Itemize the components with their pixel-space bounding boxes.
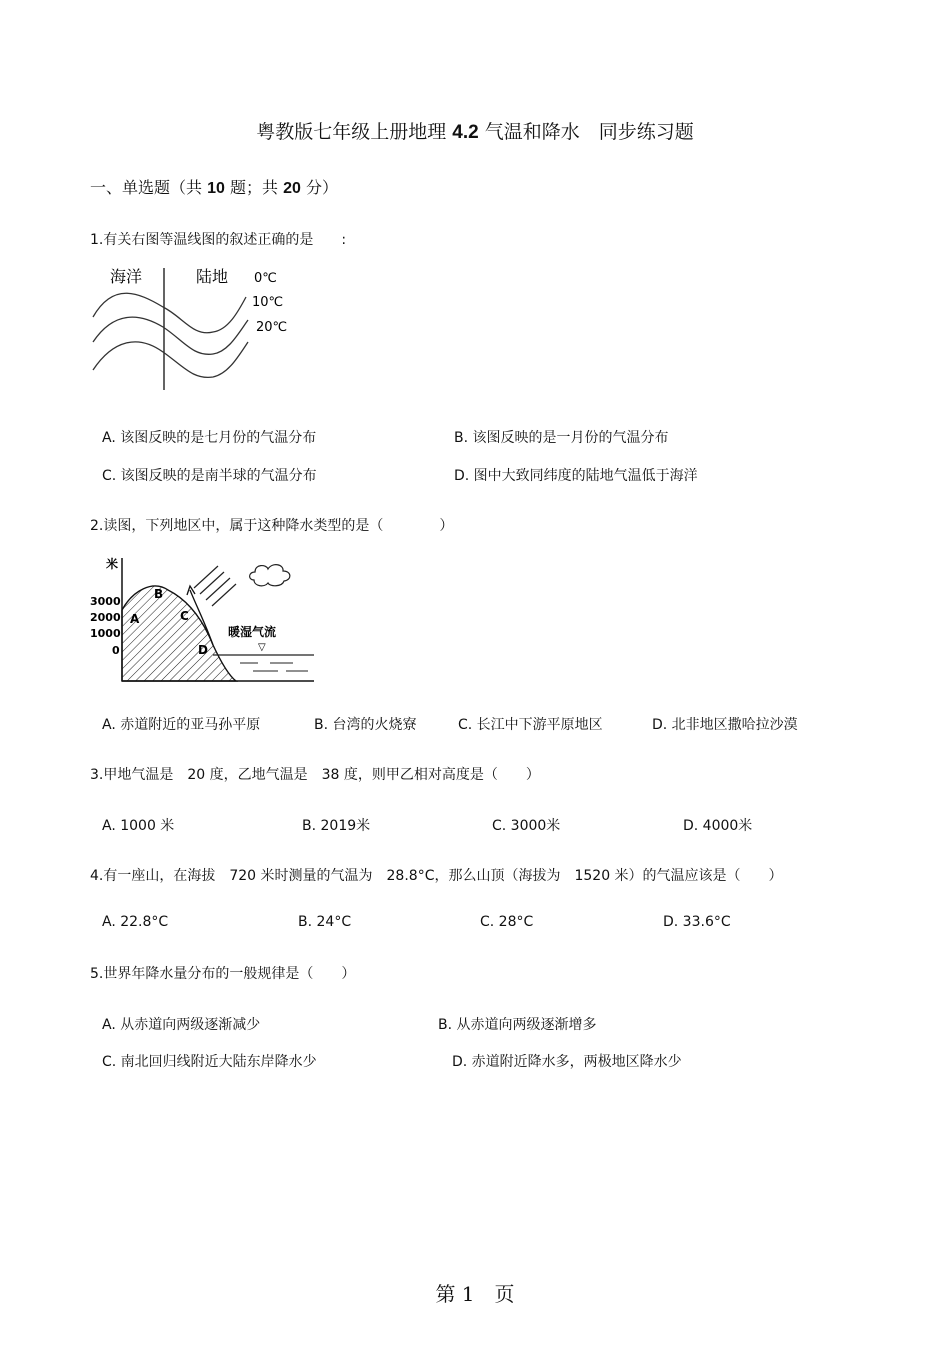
q3-option-a[interactable]: A. 1000 米: [102, 818, 175, 834]
q3-option-c[interactable]: C. 3000米: [492, 818, 561, 834]
q2-option-c[interactable]: C. 长江中下游平原地区: [458, 717, 603, 733]
question-4: 4.有一座山，在海拔 720 米时测量的气温为 28.8°C，那么山顶（海拔为 1520 米）的气温应该是（ ）: [90, 868, 783, 884]
figure-label-ocean: 海洋: [110, 267, 143, 286]
page-title: [0, 117, 950, 144]
axis-unit: 米: [106, 557, 119, 571]
q4-option-d[interactable]: D. 33.6°C: [663, 914, 731, 930]
question-1: 1.有关右图等温线图的叙述正确的是 :: [90, 232, 347, 248]
flow-direction-icon: ▽: [258, 642, 266, 653]
rain-line: [212, 584, 236, 606]
figure-label-land: 陆地: [196, 267, 229, 286]
isotherm-figure: [88, 262, 303, 392]
question-3: 3.甲地气温是 20 度，乙地气温是 38 度，则甲乙相对高度是（ ）: [90, 767, 540, 783]
q2-option-d[interactable]: D. 北非地区撒哈拉沙漠: [652, 717, 798, 733]
tick-3000: 3000: [90, 595, 121, 608]
q2-option-a[interactable]: A. 赤道附近的亚马孙平原: [102, 717, 261, 733]
rain-line: [200, 572, 224, 594]
q4-option-b[interactable]: B. 24°C: [298, 914, 352, 930]
q5-option-b[interactable]: B. 从赤道向两级逐渐增多: [438, 1017, 597, 1033]
isotherm-label-0: 0℃: [254, 271, 277, 286]
isotherm-20: [93, 342, 248, 378]
isotherm-label-20: 20℃: [256, 320, 288, 335]
q1-option-c[interactable]: C. 该图反映的是南半球的气温分布: [102, 468, 317, 484]
q4-option-a[interactable]: A. 22.8°C: [102, 914, 169, 930]
q1-option-d[interactable]: D. 图中大致同纬度的陆地气温低于海洋: [454, 468, 698, 484]
isotherm-label-10: 10℃: [252, 295, 284, 310]
question-5: 5.世界年降水量分布的一般规律是（ ）: [90, 966, 356, 982]
section-prefix: 一、单选题（共: [90, 178, 203, 197]
title-suffix: 气温和降水 同步练习题: [484, 121, 694, 143]
section-score: 20: [283, 180, 301, 197]
q4-option-c[interactable]: C. 28°C: [480, 914, 534, 930]
tick-2000: 2000: [90, 611, 121, 624]
tick-0: 0: [112, 644, 120, 657]
section-count: 10: [207, 180, 225, 197]
point-d: D: [198, 643, 208, 657]
point-c: C: [180, 609, 189, 623]
point-a: A: [130, 612, 140, 626]
section-heading: [90, 175, 338, 198]
tick-1000: 1000: [90, 627, 121, 640]
orographic-rain-figure: [88, 550, 320, 685]
title-prefix: 粤教版七年级上册地理: [256, 121, 447, 143]
q5-option-d[interactable]: D. 赤道附近降水多，两极地区降水少: [452, 1054, 682, 1070]
q5-option-c[interactable]: C. 南北回归线附近大陆东岸降水少: [102, 1054, 317, 1070]
q1-option-a[interactable]: A. 该图反映的是七月份的气温分布: [102, 430, 317, 446]
rain-line: [194, 566, 218, 588]
rain-line: [206, 578, 230, 600]
cloud-icon: [250, 565, 290, 586]
point-b: B: [154, 587, 164, 601]
q1-option-b[interactable]: B. 该图反映的是一月份的气温分布: [454, 430, 669, 446]
section-suffix: 分）: [306, 178, 339, 197]
q3-option-d[interactable]: D. 4000米: [683, 818, 753, 834]
isotherm-10: [93, 317, 248, 354]
isotherm-0: [93, 293, 246, 333]
q5-option-a[interactable]: A. 从赤道向两级逐渐减少: [102, 1017, 261, 1033]
page-number: 第 1 页: [435, 1282, 515, 1306]
q2-option-b[interactable]: B. 台湾的火烧寮: [314, 717, 417, 733]
question-2: 2.读图，下列地区中，属于这种降水类型的是（ ）: [90, 518, 454, 534]
q3-option-b[interactable]: B. 2019米: [302, 818, 371, 834]
section-mid: 题；共: [230, 178, 279, 197]
title-number: 4.2: [452, 122, 479, 143]
warm-moist-flow-label: 暖湿气流: [228, 625, 277, 639]
